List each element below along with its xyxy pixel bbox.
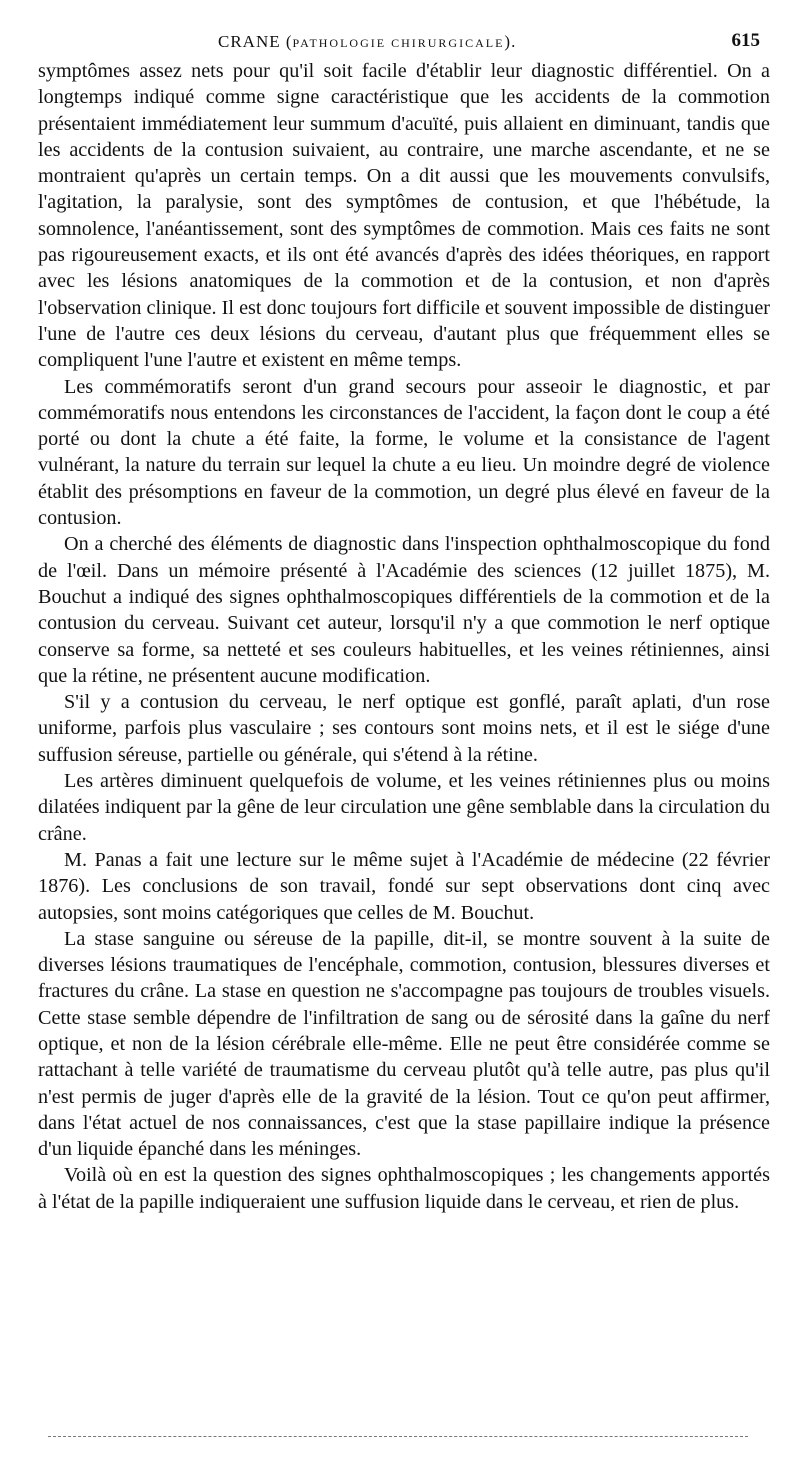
running-title	[218, 32, 516, 52]
paragraph-5: Les artères diminuent quelquefois de volume, et les veines rétiniennes plus ou moins dilatées indiquent par la gêne de leur circulation une gêne semblable dans la circulation du crâne.	[38, 770, 770, 845]
paragraph-8: Voilà où en est la question des signes ophthalmoscopiques ; les changements apportés à l'état de la papille indiqueraient une suffusion liquide dans le cerveau, et rien de plus.	[38, 1164, 770, 1213]
body-text	[38, 58, 770, 1215]
header-subtitle: PATHOLOGIE CHIRURGICALE	[292, 36, 505, 50]
page-number: 615	[731, 30, 760, 51]
paragraph-1: symptômes assez nets pour qu'il soit facile d'établir leur diagnostic différentiel. On a longtemps indiqué comme signe caractéristique que les accidents de la commotion présentaient immédiatement leur summum d'acuïté, puis allaient en diminuant, tandis que les accidents de la contusion suivaient, au contraire, une marche ascendante, et ne se montraient qu'après un certain temps. On a dit aussi que les mouvements convulsifs, l'agitation, la paralysie, sont des symptômes de contusion, et que l'hébétude, la somnolence, l'anéantissement, sont des symptômes de commotion. Mais ces faits ne sont pas rigoureusement exacts, et ils ont été avancés d'après des idées théoriques, en rapport avec les lésions anatomiques de la commotion et de la contusion, et non d'après l'observation clinique. Il est donc toujours fort difficile et souvent impossible de distinguer l'une de l'autre ces deux lésions du cerveau, d'autant plus que fréquemment elles se compliquent l'une l'autre et existent en même temps.	[38, 60, 770, 372]
page	[38, 28, 770, 1215]
header-title-end: ).	[504, 32, 517, 51]
paragraph-7: La stase sanguine ou séreuse de la papille, dit-il, se montre souvent à la suite de diverses lésions traumatiques de l'encéphale, commotion, contusion, blessures diverses et fractures du crâne. La stase en question ne s'accompagne pas toujours de troubles visuels. Cette stase semble dépendre de l'infiltration de sang ou de sérosité dans la gaîne du nerf optique, et non de la lésion cérébrale elle-même. Elle ne peut être considérée comme se rattachant à telle variété de traumatisme du cerveau plutôt qu'à telle autre, pas plus qu'il n'est permis de juger d'après elle de la gravité de la lésion. Tout ce qu'on peut affirmer, dans l'état actuel de nos connaissances, c'est que la stase papillaire indique la présence d'un liquide épanché dans les méninges.	[38, 927, 770, 1161]
paragraph-4: S'il y a contusion du cerveau, le nerf optique est gonflé, paraît aplati, d'un rose uniforme, parfois plus vasculaire ; ses contours sont moins nets, et il est le siége d'une suffusion séreuse, partielle ou générale, qui s'étend à la rétine.	[38, 691, 770, 766]
paragraph-3: On a cherché des éléments de diagnostic dans l'inspection ophthalmoscopique du fond de l'œil. Dans un mémoire présenté à l'Académie des sciences (12 juillet 1875), M. Bouchut a indiqué des signes ophthalmoscopiques différentiels de la commotion et de la contusion du cerveau. Suivant cet auteur, lorsqu'il n'y a que commotion le nerf optique conserve sa forme, sa netteté et ses couleurs habituelles, et les veines rétiniennes, ainsi que la rétine, ne présentent aucune modification.	[38, 533, 770, 687]
paragraph-2: Les commémoratifs seront d'un grand secours pour asseoir le diagnostic, et par commémoratifs nous entendons les circonstances de l'accident, la façon dont le coup a été porté ou dont la chute a été faite, la forme, le volume et la consistance de l'agent vulnérant, la nature du terrain sur lequel la chute a eu lieu. Un moindre degré de violence établit des présomptions en faveur de la commotion, un degré plus élevé en faveur de la contusion.	[38, 375, 770, 530]
paragraph-6: M. Panas a fait une lecture sur le même sujet à l'Académie de médecine (22 février 1876). Les conclusions de son travail, fondé sur sept observations dont cinq avec autopsies, sont moins catégoriques que celles de M. Bouchut.	[38, 848, 770, 924]
header-title: CRANE (	[218, 32, 293, 51]
footer-rule	[48, 1436, 748, 1437]
running-header	[38, 28, 770, 58]
